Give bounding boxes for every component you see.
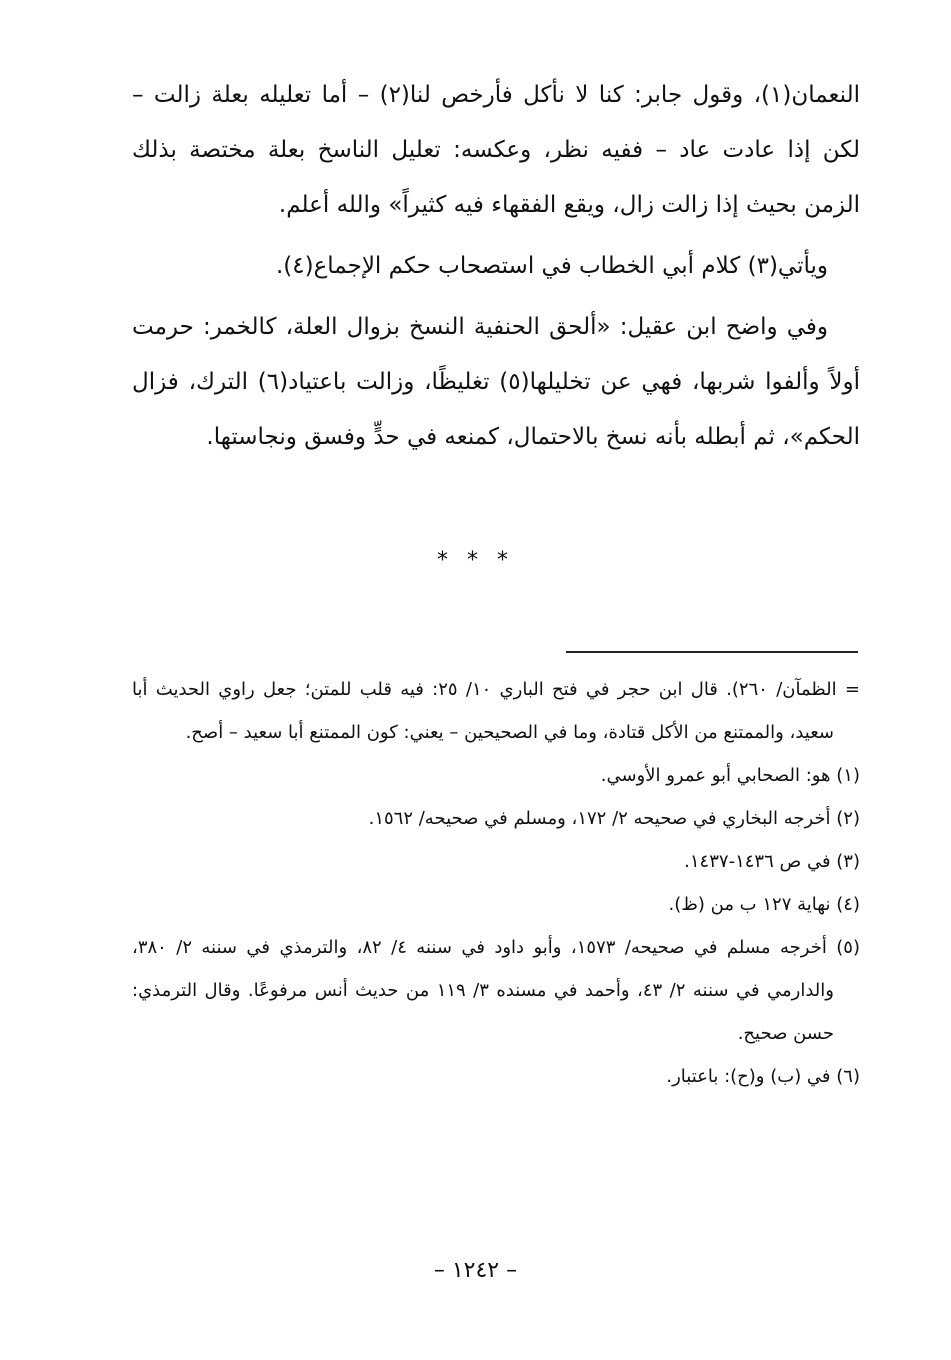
paragraph-1: النعمان(١)، وقول جابر: كنا لا نأكل فأرخص لنا(٢) – أما تعليله بعلة زالت – لكن إذا عادت عاد – ففيه نظر، وعكسه: تعليل الناسخ بعلة مختصة بذلك الزمن بحيث إذا زالت زال، ويقع الفقهاء فيه كثيراً» والله أعلم. — [132, 82, 860, 218]
footnote-divider — [566, 651, 858, 653]
footnotes — [132, 668, 860, 1098]
page-number: – ١٢٤٢ – — [433, 1258, 518, 1283]
footnote-continuation: = الظمآن/ ٢٦٠). قال ابن حجر في فتح الباري ١٠/ ٢٥: فيه قلب للمتن؛ جعل راوي الحديث أبا سعيد، والممتنع من الأكل قتادة، وما في الصحيحين – يعني: كون الممتنع أبا سعيد – أصح. — [132, 679, 860, 743]
footnote-3: (٣) في ص ١٤٣٦-١٤٣٧. — [684, 851, 860, 872]
paragraph-2: ويأتي(٣) كلام أبي الخطاب في استصحاب حكم الإجماع(٤). — [275, 253, 828, 279]
footnote-1: (١) هو: الصحابي أبو عمرو الأوسي. — [600, 765, 860, 786]
footnote-6: (٦) في (ب) و(ح): باعتبار. — [666, 1066, 860, 1087]
footnote-2: (٢) أخرجه البخاري في صحيحه ٢/ ١٧٢، ومسلم في صحيحه/ ١٥٦٢. — [368, 808, 860, 829]
footnote-4: (٤) نهاية ١٢٧ ب من (ظ). — [668, 894, 860, 915]
main-text — [132, 68, 860, 465]
section-separator: * * * — [437, 548, 514, 573]
paragraph-3: وفي واضح ابن عقيل: «ألحق الحنفية النسخ بزوال العلة، كالخمر: حرمت أولاً وألفوا شربها، فهي عن تخليلها(٥) تغليظًا، وزالت باعتياد(٦) الترك، فزال الحكم»، ثم أبطله بأنه نسخ بالاحتمال، كمنعه في حدٍّ وفسق ونجاستها. — [132, 314, 860, 450]
footnote-5: (٥) أخرجه مسلم في صحيحه/ ١٥٧٣، وأبو داود في سننه ٤/ ٨٢، والترمذي في سننه ٢/ ٣٨٠، والدارمي في سننه ٢/ ٤٣، وأحمد في مسنده ٣/ ١١٩ من حديث أنس مرفوعًا. وقال الترمذي: حسن صحيح. — [132, 937, 860, 1044]
